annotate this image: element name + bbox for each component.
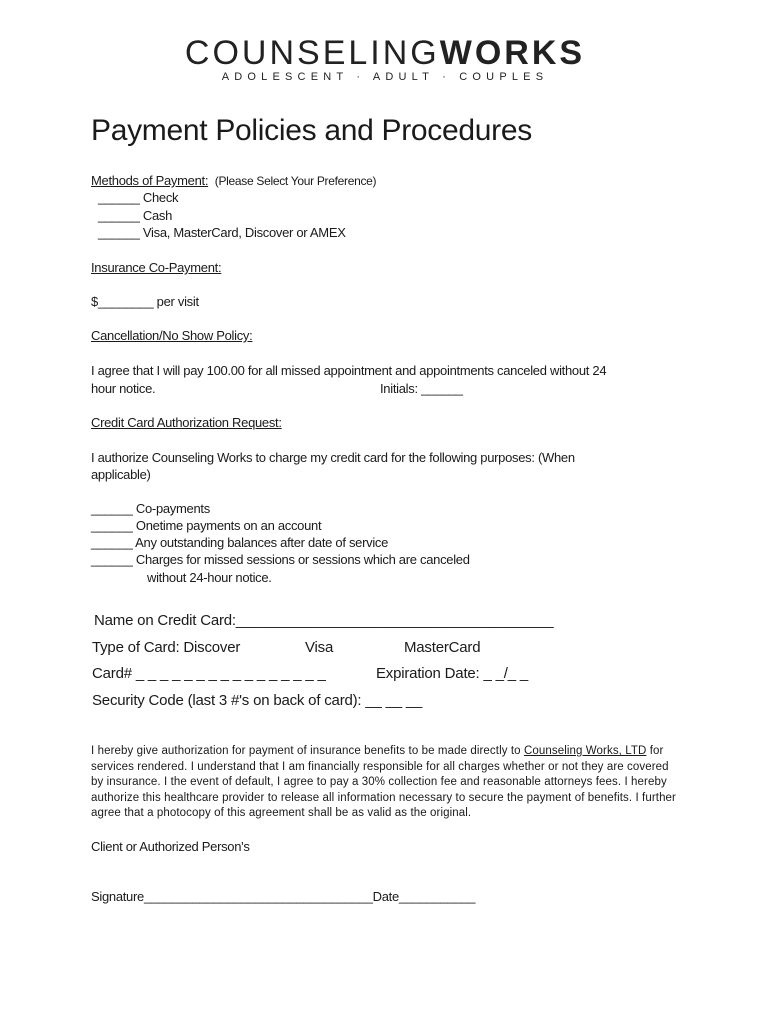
insurance-heading: Insurance Co-Payment: [91, 260, 222, 275]
purpose-copayments[interactable]: ______ Co-payments [91, 501, 210, 516]
logo-text-light: COUNSELING [184, 34, 440, 72]
purpose-missed-sessions[interactable]: ______ Charges for missed sessions or sessions which are canceled [91, 552, 470, 567]
page-title: Payment Policies and Procedures [91, 114, 532, 147]
methods-heading-row [91, 173, 376, 188]
card-type-discover[interactable]: Type of Card: Discover [92, 639, 241, 656]
authorization-lead: I hereby give authorization for payment of insurance benefits to be made directly to [91, 745, 524, 757]
expiration-date-field[interactable]: Expiration Date: _ _/_ _ [376, 665, 528, 682]
logo-text-bold: WORKS [439, 34, 586, 72]
logo [0, 34, 770, 73]
copay-field[interactable]: $________ per visit [91, 294, 199, 309]
method-option-cash[interactable]: ______ Cash [98, 208, 173, 223]
credit-card-heading: Credit Card Authorization Request: [91, 415, 282, 430]
logo-tagline: ADOLESCENT · ADULT · COUPLES [221, 71, 549, 83]
security-code-field[interactable]: Security Code (last 3 #'s on back of card): __ __ __ [92, 692, 423, 709]
method-option-check[interactable]: ______ Check [98, 190, 179, 205]
purpose-outstanding-balances[interactable]: ______ Any outstanding balances after date of service [91, 535, 389, 550]
credit-card-intro-line2: applicable) [91, 467, 151, 482]
authorization-paragraph [91, 744, 676, 822]
methods-hint: (Please Select Your Preference) [214, 174, 377, 188]
name-on-card-field[interactable]: Name on Credit Card:_______________________________________ [94, 612, 554, 629]
signature-date-line[interactable]: Signature_________________________________Date___________ [91, 889, 476, 904]
card-type-visa[interactable]: Visa [305, 639, 334, 656]
counseling-works-link[interactable]: Counseling Works, LTD [523, 745, 647, 757]
method-option-card[interactable]: ______ Visa, MasterCard, Discover or AMEX [98, 225, 346, 240]
initials-field[interactable]: Initials: ______ [380, 381, 463, 396]
authorization-rest: for services rendered. I understand that I am financially responsible for all charges whether or not they are covered by insurance. I the event of default, I agree to pay a 30% collection fee and reasonable attorneys fees. I hereby authorize this healthcare provider to release all information necessary to secure the payment of benefits. I further agree that a photocopy of this agreement shall be as valid as the original. [91, 745, 676, 819]
cancellation-text-line1: I agree that I will pay 100.00 for all missed appointment and appointments canceled without 24 [91, 363, 607, 378]
purpose-onetime-payments[interactable]: ______ Onetime payments on an account [91, 518, 322, 533]
client-label: Client or Authorized Person's [91, 839, 250, 854]
card-type-mastercard[interactable]: MasterCard [404, 639, 481, 656]
card-number-field[interactable]: Card# _ _ _ _ _ _ _ _ _ _ _ _ _ _ _ _ [92, 665, 326, 682]
cancellation-text-line2: hour notice. [91, 381, 156, 396]
methods-heading: Methods of Payment: [91, 173, 209, 188]
credit-card-intro-line1: I authorize Counseling Works to charge my credit card for the following purposes: (When [91, 450, 575, 465]
cancellation-heading: Cancellation/No Show Policy: [91, 328, 253, 343]
purpose-missed-sessions-continued: without 24-hour notice. [147, 570, 272, 585]
